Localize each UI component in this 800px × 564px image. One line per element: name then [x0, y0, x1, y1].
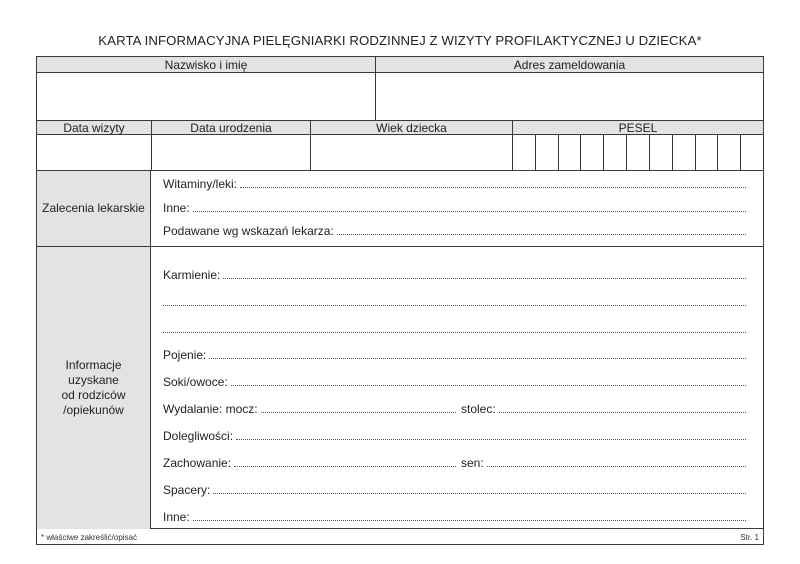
vitamins-label: Witaminy/leki: [163, 177, 238, 191]
pesel-digit-cell[interactable] [717, 135, 740, 170]
given-by-doctor-label: Podawane wg wskazań lekarza: [163, 224, 334, 238]
urine-field[interactable] [163, 400, 456, 416]
page-title: KARTA INFORMACYJNA PIELĘGNIARKI RODZINNEJ Z WIZYTY PROFILAKTYCZNEJ U DZIECKA* [98, 33, 702, 48]
header-address: Adres zameldowania [375, 57, 763, 73]
info-label-line-1: Informacje [65, 358, 122, 372]
other-recommendations-field[interactable] [163, 199, 746, 215]
ailments-label: Dolegliwości: [163, 429, 234, 443]
pesel-digit-cell[interactable] [672, 135, 695, 170]
drinking-label: Pojenie: [163, 348, 207, 362]
pesel-digit-cell[interactable] [695, 135, 718, 170]
pesel-digit-cell[interactable] [512, 135, 535, 170]
sleep-label: sen: [461, 456, 484, 470]
header-pesel: PESEL [512, 120, 763, 135]
pesel-digit-cell[interactable] [558, 135, 581, 170]
pesel-digit-cell[interactable] [535, 135, 558, 170]
sleep-field[interactable] [461, 454, 746, 470]
age-field[interactable] [310, 135, 512, 170]
pesel-digit-cell[interactable] [626, 135, 649, 170]
birth-date-field[interactable] [151, 135, 310, 170]
other-info-label: Inne: [163, 510, 190, 524]
header-birth-date: Data urodzenia [151, 120, 310, 135]
juices-label: Soki/owoce: [163, 375, 228, 389]
pesel-digit-cell[interactable] [649, 135, 672, 170]
behavior-field[interactable] [163, 454, 456, 470]
pesel-digit-cell[interactable] [580, 135, 603, 170]
feeding-continuation-line-2[interactable] [163, 320, 746, 336]
other-recommendations-label: Inne: [163, 201, 190, 215]
other-info-field[interactable] [163, 508, 746, 524]
pesel-digit-cell[interactable] [603, 135, 626, 170]
stool-label: stolec: [461, 402, 496, 416]
vitamins-field[interactable] [163, 175, 746, 191]
walks-field[interactable] [163, 481, 746, 497]
page-number: Str. 1 [740, 533, 759, 542]
walks-label: Spacery: [163, 483, 211, 497]
section-label-recommendations: Zalecenia lekarskie [37, 170, 151, 246]
urine-label: Wydalanie: mocz: [163, 402, 258, 416]
section-label-info [37, 246, 151, 529]
drinking-field[interactable] [163, 346, 746, 362]
feeding-label: Karmienie: [163, 268, 221, 282]
behavior-label: Zachowanie: [163, 456, 232, 470]
info-label-line-2: uzyskane [68, 373, 119, 387]
feeding-field[interactable] [163, 266, 746, 282]
stool-field[interactable] [461, 400, 746, 416]
name-field[interactable] [37, 73, 375, 120]
info-label-line-3: od rodziców [61, 388, 126, 402]
visit-date-field[interactable] [37, 135, 151, 170]
address-field[interactable] [375, 73, 763, 120]
footnote: * właściwe zakreślić/opisać [41, 533, 138, 542]
info-label-line-4: /opiekunów [63, 403, 124, 417]
header-age: Wiek dziecka [310, 120, 512, 135]
header-visit-date: Data wizyty [37, 120, 151, 135]
pesel-digit-cell[interactable] [740, 135, 763, 170]
header-name: Nazwisko i imię [37, 57, 375, 73]
juices-field[interactable] [163, 373, 746, 389]
ailments-field[interactable] [163, 427, 746, 443]
feeding-continuation-line-1[interactable] [163, 293, 746, 309]
given-by-doctor-field[interactable] [163, 222, 746, 238]
